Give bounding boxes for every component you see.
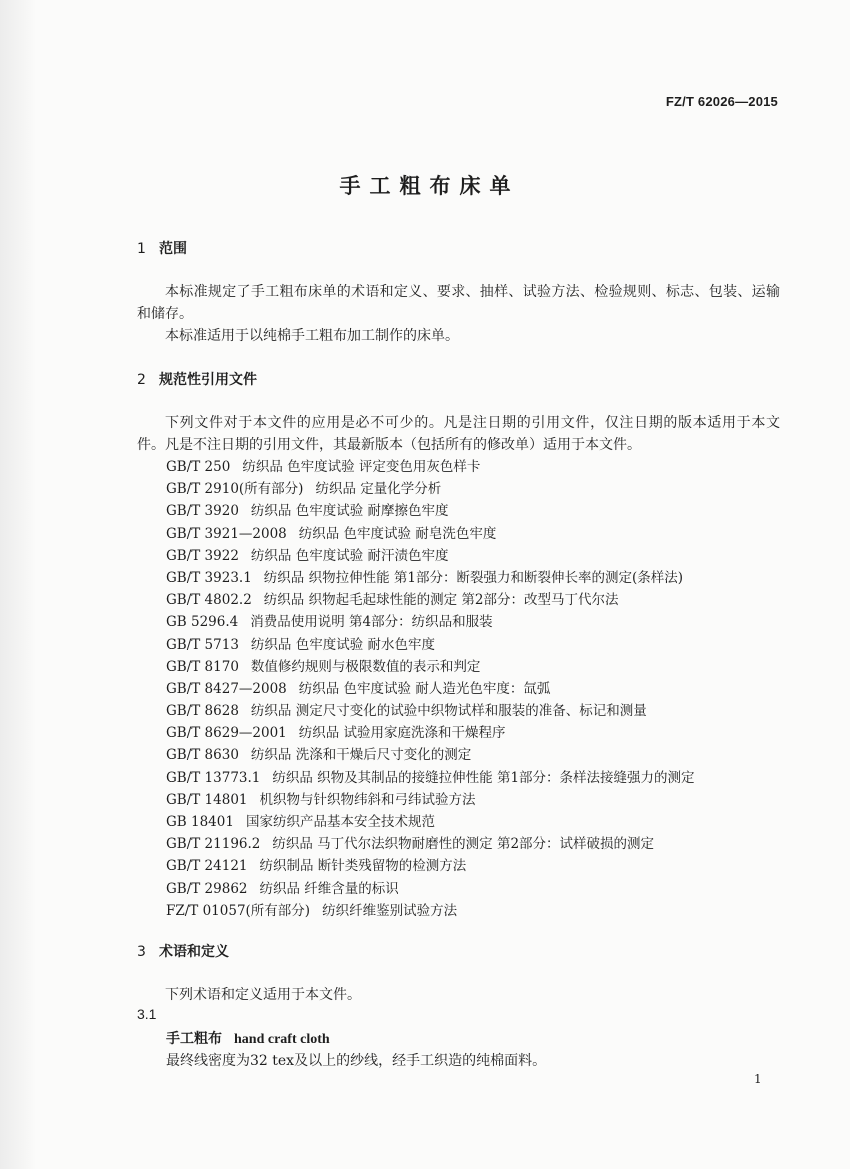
reference-title: 纺织制品 断针类残留物的检测方法 <box>259 858 467 875</box>
section-heading-scope <box>137 238 187 258</box>
reference-item <box>166 722 695 744</box>
reference-item <box>166 589 695 611</box>
reference-item <box>166 545 695 567</box>
reference-code: GB/T 8629—2001 <box>166 725 287 742</box>
reference-item <box>166 656 695 678</box>
references-intro: 下列文件对于本文件的应用是必不可少的。凡是注日期的引用文件，仅注日期的版本适用于本文件。凡是不注日期的引用文件，其最新版本（包括所有的修改单）适用于本文件。 <box>137 415 780 453</box>
reference-code: GB/T 8628 <box>166 703 239 720</box>
reference-code: GB/T 13773.1 <box>166 769 261 786</box>
reference-title: 纺织品 织物拉伸性能 第1部分：断裂强力和断裂伸长率的测定(条样法) <box>263 569 684 586</box>
reference-item <box>166 611 695 633</box>
reference-item <box>166 634 695 656</box>
section-number: 1 <box>137 241 146 257</box>
reference-title: 纺织品 色牢度试验 耐汗渍色牢度 <box>250 547 449 564</box>
reference-title: 纺织品 色牢度试验 耐皂洗色牢度 <box>298 525 497 542</box>
reference-title: 纺织品 色牢度试验 评定变色用灰色样卡 <box>242 459 481 475</box>
reference-code: GB/T 8427—2008 <box>166 680 287 697</box>
reference-code: GB/T 24121 <box>166 858 248 875</box>
reference-item <box>166 900 695 922</box>
reference-item <box>166 744 695 766</box>
reference-code: GB 5296.4 <box>166 614 239 631</box>
reference-item <box>166 567 695 589</box>
reference-item <box>166 811 695 833</box>
reference-code: GB/T 4802.2 <box>166 592 252 609</box>
reference-code: GB/T 3921—2008 <box>166 525 287 542</box>
section-title: 术语和定义 <box>159 944 229 960</box>
section-title: 范围 <box>159 241 187 257</box>
term-definition: 最终线密度为32 tex及以上的纱线，经手工织造的纯棉面料。 <box>166 1053 547 1069</box>
reference-title: 纺织品 织物及其制品的接缝拉伸性能 第1部分：条样法接缝强力的测定 <box>272 769 695 786</box>
reference-code: GB/T 14801 <box>166 791 248 808</box>
section-number: 3 <box>137 944 146 960</box>
section-heading-terms <box>137 941 229 961</box>
reference-item <box>166 855 695 877</box>
reference-title: 纺织品 织物起毛起球性能的测定 第2部分：改型马丁代尔法 <box>263 592 619 609</box>
reference-item <box>166 678 695 700</box>
reference-code: GB/T 29862 <box>166 880 248 897</box>
reference-item <box>166 767 695 789</box>
document-code: FZ/T 62026—2015 <box>665 94 778 109</box>
reference-code: GB/T 8170 <box>166 658 239 675</box>
term-name-zh: 手工粗布 <box>166 1031 222 1047</box>
document-title: 手工粗布床单 <box>339 174 520 198</box>
reference-code: GB/T 3920 <box>166 503 239 520</box>
reference-code: GB/T 2910(所有部分) <box>166 481 304 498</box>
reference-code: FZ/T 01057(所有部分) <box>166 902 311 919</box>
reference-item <box>166 878 695 900</box>
reference-title: 机织物与针织物纬斜和弓纬试验方法 <box>259 791 476 808</box>
reference-title: 纺织品 马丁代尔法织物耐磨性的测定 第2部分：试样破损的测定 <box>272 836 655 853</box>
reference-code: GB/T 3922 <box>166 547 239 564</box>
scope-paragraph-2: 本标准适用于以纯棉手工粗布加工制作的床单。 <box>165 328 459 344</box>
terms-intro: 下列术语和定义适用于本文件。 <box>165 987 361 1003</box>
reference-item <box>166 700 695 722</box>
reference-code: GB/T 5713 <box>166 636 239 653</box>
reference-item <box>166 478 695 500</box>
page-number: 1 <box>754 1072 762 1086</box>
reference-code: GB/T 21196.2 <box>166 836 261 853</box>
reference-title: 纺织品 定量化学分析 <box>315 481 442 498</box>
section-title: 规范性引用文件 <box>159 372 257 388</box>
reference-title: 纺织品 色牢度试验 耐人造光色牢度：氙弧 <box>298 680 551 697</box>
reference-title: 国家纺织产品基本安全技术规范 <box>245 814 435 830</box>
term-name <box>166 1028 330 1048</box>
reference-code: GB/T 250 <box>166 459 231 475</box>
reference-title: 纺织纤维鉴别试验方法 <box>322 902 458 919</box>
section-number: 2 <box>137 372 146 388</box>
reference-code: GB 18401 <box>166 814 234 830</box>
reference-item <box>166 789 695 811</box>
reference-title: 纺织品 洗涤和干燥后尺寸变化的测定 <box>250 747 472 764</box>
reference-title: 纺织品 色牢度试验 耐摩擦色牢度 <box>250 503 449 520</box>
reference-code: GB/T 8630 <box>166 747 239 764</box>
reference-title: 纺织品 测定尺寸变化的试验中织物试样和服装的准备、标记和测量 <box>250 703 647 720</box>
term-number: 3.1 <box>137 1006 157 1022</box>
reference-title: 纺织品 试验用家庭洗涤和干燥程序 <box>298 725 506 742</box>
scope-paragraph-1: 本标准规定了手工粗布床单的术语和定义、要求、抽样、试验方法、检验规则、标志、包装、运输和储存。 <box>137 284 780 322</box>
term-name-en: hand craft cloth <box>234 1032 330 1047</box>
reference-title: 消费品使用说明 第4部分：纺织品和服装 <box>250 614 493 631</box>
reference-list <box>166 456 695 922</box>
reference-item <box>166 833 695 855</box>
reference-item <box>166 523 695 545</box>
reference-code: GB/T 3923.1 <box>166 569 252 586</box>
reference-item <box>166 500 695 522</box>
reference-item <box>166 456 695 478</box>
section-heading-normative-references <box>137 369 257 389</box>
reference-title: 纺织品 色牢度试验 耐水色牢度 <box>250 636 435 653</box>
reference-title: 数值修约规则与极限数值的表示和判定 <box>250 658 481 675</box>
reference-title: 纺织品 纤维含量的标识 <box>259 880 399 897</box>
